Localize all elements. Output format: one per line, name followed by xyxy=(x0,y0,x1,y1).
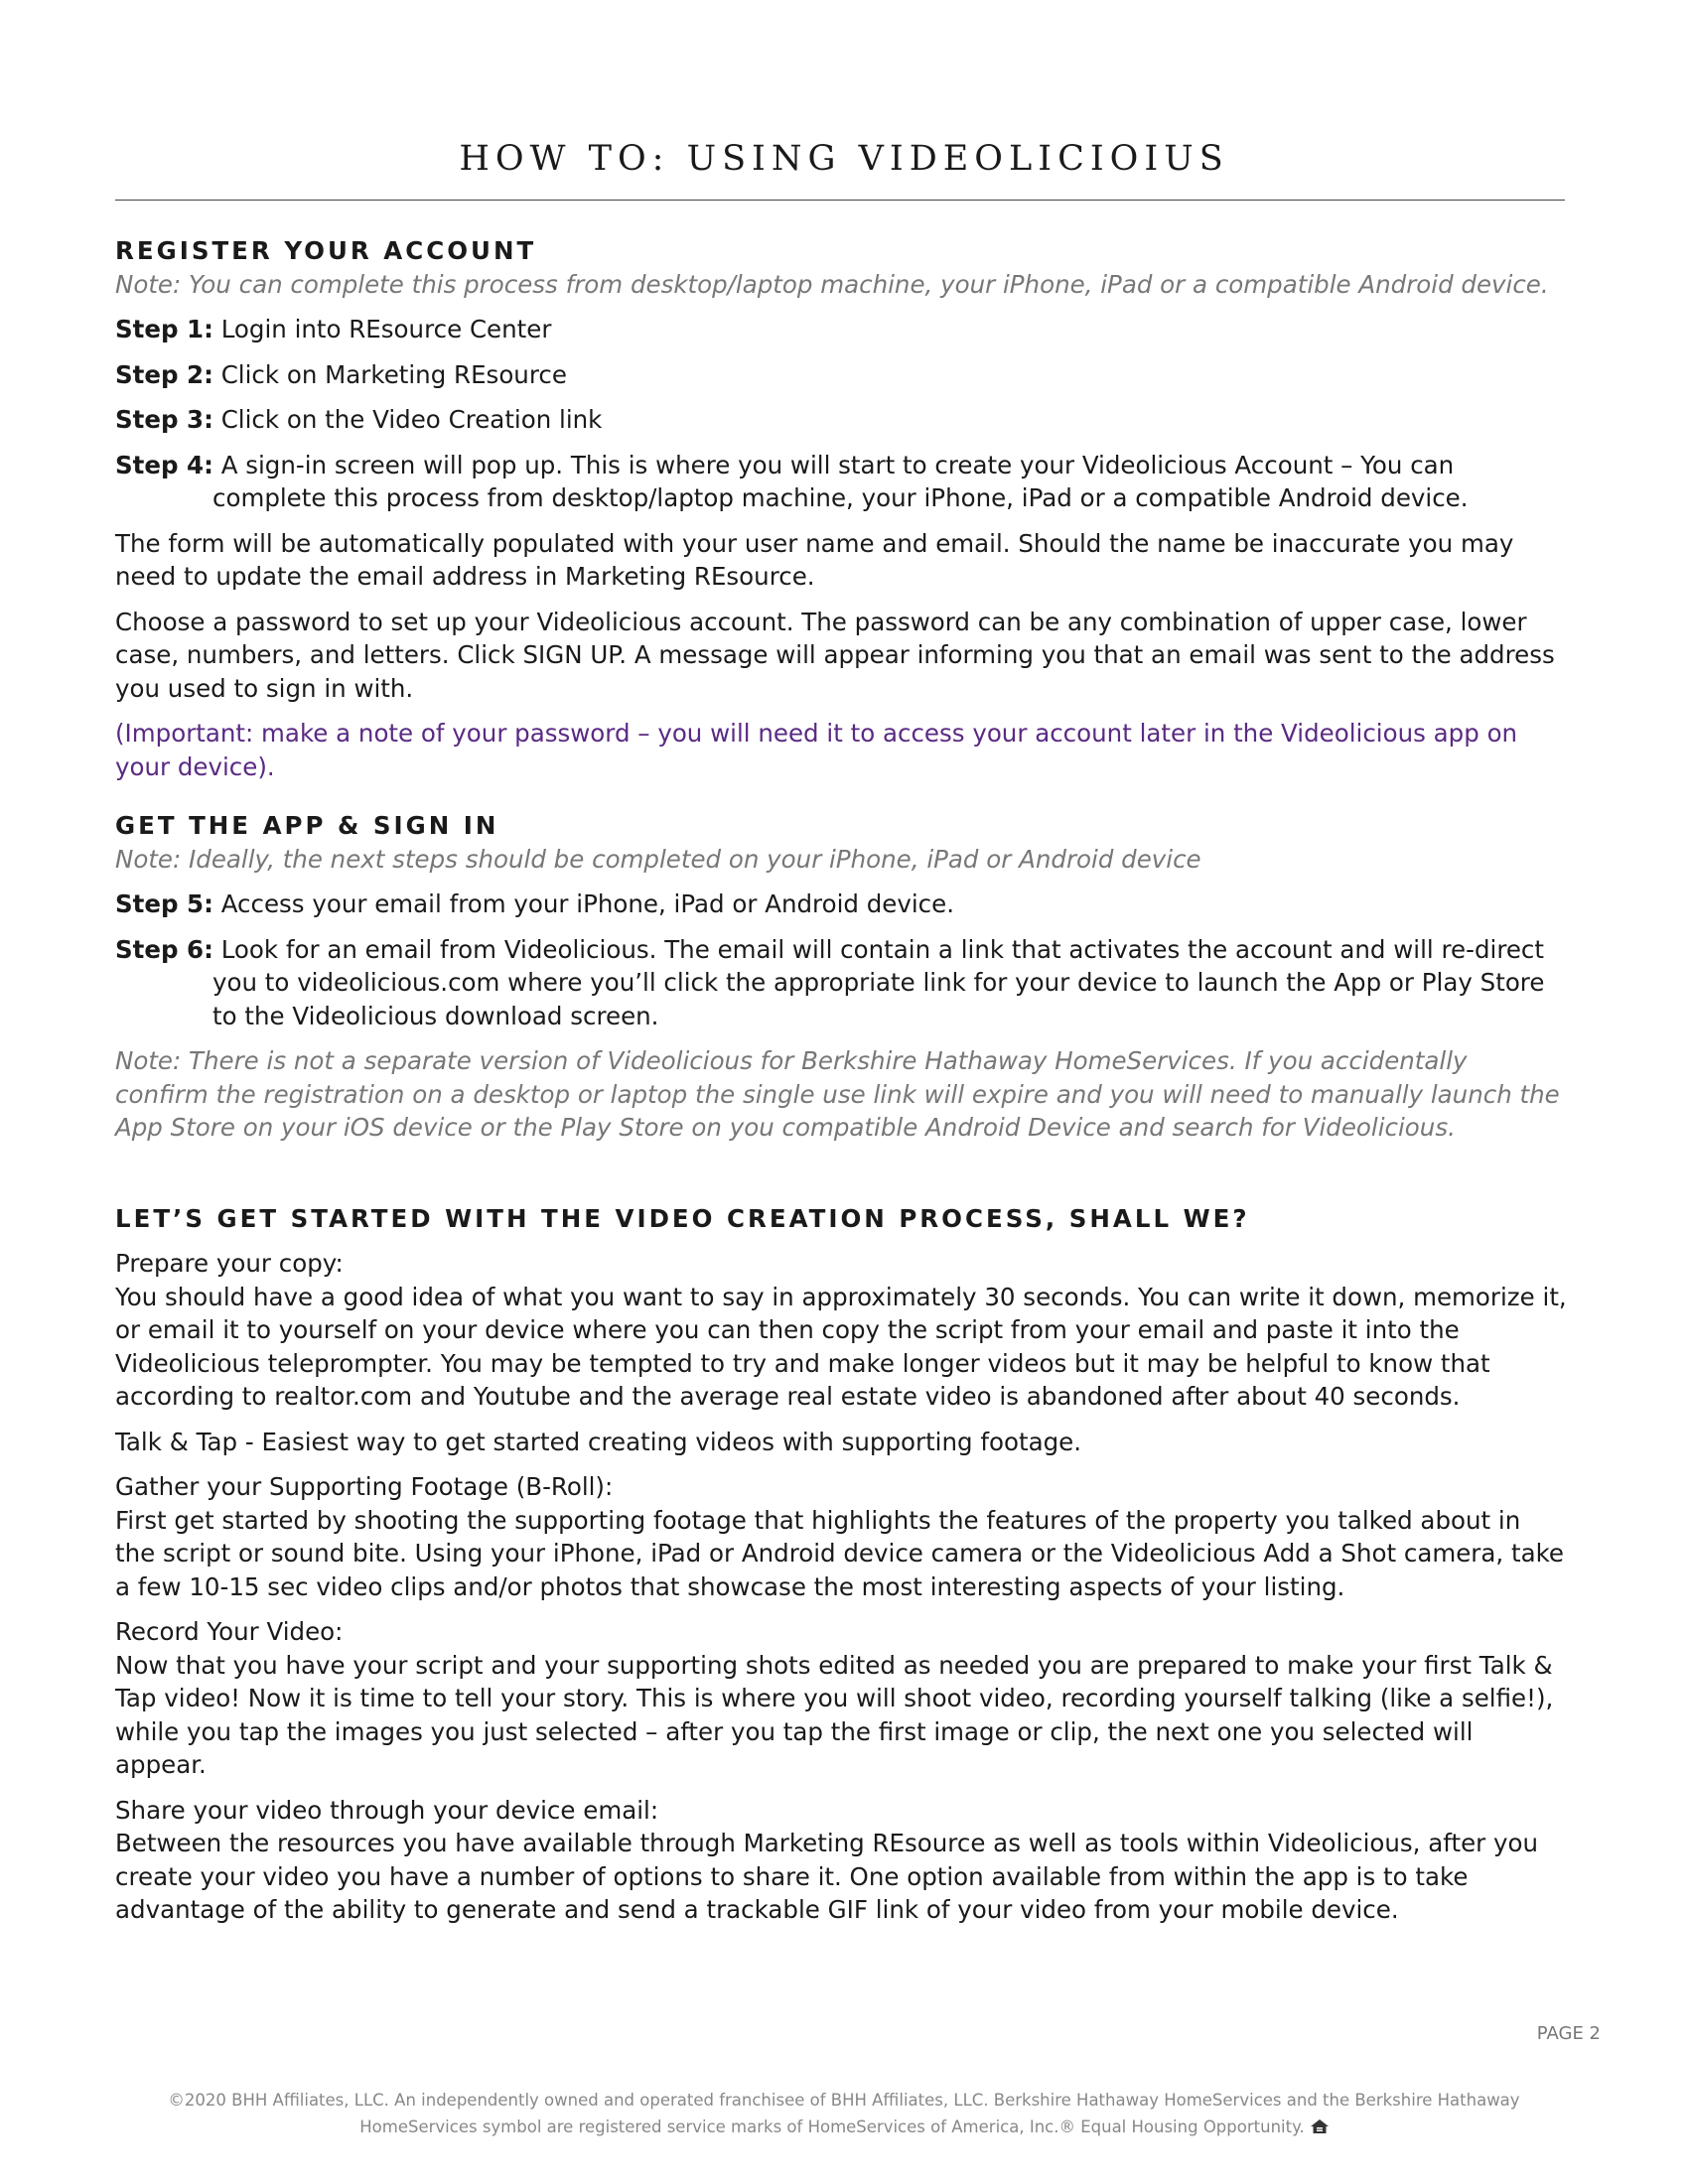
footer-line-2: HomeServices symbol are registered service marks of HomeServices of America, Inc.® Equal Housing Opportunity. xyxy=(359,2117,1305,2136)
footer-line-1: ©2020 BHH Affiliates, LLC. An independently owned and operated franchisee of BHH Affiliates, LLC. Berkshire Hathaway HomeServices and the Berkshire Hathaway xyxy=(168,2091,1520,2110)
step-label: Step 3: xyxy=(115,405,213,434)
gather-footage-section xyxy=(115,1470,1567,1603)
register-paragraph-form: The form will be automatically populated with your user name and email. Should the name be inaccurate you may need to update the email address in Marketing REsource. xyxy=(115,528,1514,591)
step-1 xyxy=(115,313,1567,346)
prepare-copy-title: Prepare your copy: xyxy=(115,1249,344,1278)
house-icon xyxy=(1311,2119,1329,2133)
app-heading: GET THE APP & SIGN IN xyxy=(115,811,499,840)
page-number: PAGE 2 xyxy=(1536,2023,1601,2044)
step-text: Login into REsource Center xyxy=(220,315,552,343)
register-paragraph-password: Choose a password to set up your Videolicious account. The password can be any combination of upper case, lower case, numbers, and letters. Click SIGN UP. A message will appear informing you that an email was sent to the address you used to sign in with. xyxy=(115,607,1555,703)
step-label: Step 1: xyxy=(115,315,213,343)
process-heading: LET’S GET STARTED WITH THE VIDEO CREATION PROCESS, SHALL WE? xyxy=(115,1203,1250,1233)
step-text: A sign-in screen will pop up. This is where you will start to create your Videolicious Account – You can complete this process from desktop/laptop machine, your iPhone, iPad or a compatible Android device. xyxy=(212,450,1469,512)
footer-line-2-wrap xyxy=(119,2114,1569,2140)
footer xyxy=(119,2087,1569,2140)
app-note-separate-version: Note: There is not a separate version of Videolicious for Berkshire Hathaway HomeServices. If you accidentally confirm the registration on a desktop or laptop the single use link will expire and you will need to manually launch the App Store on your iOS device or the Play Store on you compatible Android Device and search for Videolicious. xyxy=(115,1046,1560,1142)
step-label: Step 6: xyxy=(115,934,213,964)
step-text: Click on the Video Creation link xyxy=(220,405,603,434)
step-3 xyxy=(115,403,1567,437)
step-label: Step 2: xyxy=(115,359,213,389)
share-video-text: Between the resources you have available through Marketing REsource as well as tools within Videolicious, after you create your video you have a number of options to share it. One option available from within the app is to take advantage of the ability to generate and send a trackable GIF link of your video from your mobile device. xyxy=(115,1829,1539,1924)
record-video-section xyxy=(115,1615,1567,1782)
step-text: Look for an email from Videolicious. The email will contain a link that activates the account and will re-direct you to videolicious.com where you’ll click the appropriate link for your device to launch the App or Play Store to the Videolicious download screen. xyxy=(212,934,1545,1030)
gather-footage-text: First get started by shooting the supporting footage that highlights the features of the property you talked about in the script or sound bite. Using your iPhone, iPad or Android device camera or the Videolicious Add a Shot camera, take a few 10-15 sec video clips and/or photos that showcase the most interesting aspects of your listing. xyxy=(115,1505,1564,1601)
important-note: (Important: make a note of your password – you will need it to access your account later in the Videolicious app on your device). xyxy=(115,719,1518,781)
step-2 xyxy=(115,358,1567,392)
step-text: Access your email from your iPhone, iPad or Android device. xyxy=(220,889,954,918)
record-video-text: Now that you have your script and your supporting shots edited as needed you are prepared to make your first Talk & Tap video! Now it is time to tell your story. This is where you will shoot video, recording yourself talking (like a selfie!), while you tap the images you just selected – after you tap the first image or clip, the next one you selected will appear. xyxy=(115,1650,1554,1779)
share-video-title: Share your video through your device email: xyxy=(115,1795,659,1825)
register-heading: REGISTER YOUR ACCOUNT xyxy=(115,236,537,265)
gather-footage-title: Gather your Supporting Footage (B-Roll): xyxy=(115,1472,614,1501)
step-label: Step 4: xyxy=(115,450,213,479)
share-video-section xyxy=(115,1794,1567,1927)
talk-tap-text: - Easiest way to get started creating videos with supporting footage. xyxy=(237,1427,1081,1456)
prepare-copy-section xyxy=(115,1247,1567,1414)
talk-tap-title: Talk & Tap xyxy=(115,1427,238,1456)
register-note: Note: You can complete this process from desktop/laptop machine, your iPhone, iPad or a compatible Android device. xyxy=(115,269,1549,299)
record-video-title: Record Your Video: xyxy=(115,1617,344,1646)
page-title: HOW TO: USING VIDEOLICIOIUS xyxy=(459,139,1229,179)
document-body xyxy=(115,234,1567,1927)
step-label: Step 5: xyxy=(115,889,213,918)
step-text: Click on Marketing REsource xyxy=(220,359,567,389)
title-divider xyxy=(115,200,1565,201)
talk-tap-section xyxy=(115,1426,1567,1459)
app-note: Note: Ideally, the next steps should be completed on your iPhone, iPad or Android device xyxy=(115,844,1201,874)
step-4 xyxy=(115,449,1567,515)
step-6 xyxy=(115,933,1567,1033)
prepare-copy-text: You should have a good idea of what you want to say in approximately 30 seconds. You can write it down, memorize it, or email it to yourself on your device where you can then copy the script from your email and paste it into the Videolicious teleprompter. You may be tempted to try and make longer videos but it may be helpful to know that according to realtor.com and Youtube and the average real estate video is abandoned after about 40 seconds. xyxy=(115,1282,1567,1411)
step-5 xyxy=(115,887,1567,921)
